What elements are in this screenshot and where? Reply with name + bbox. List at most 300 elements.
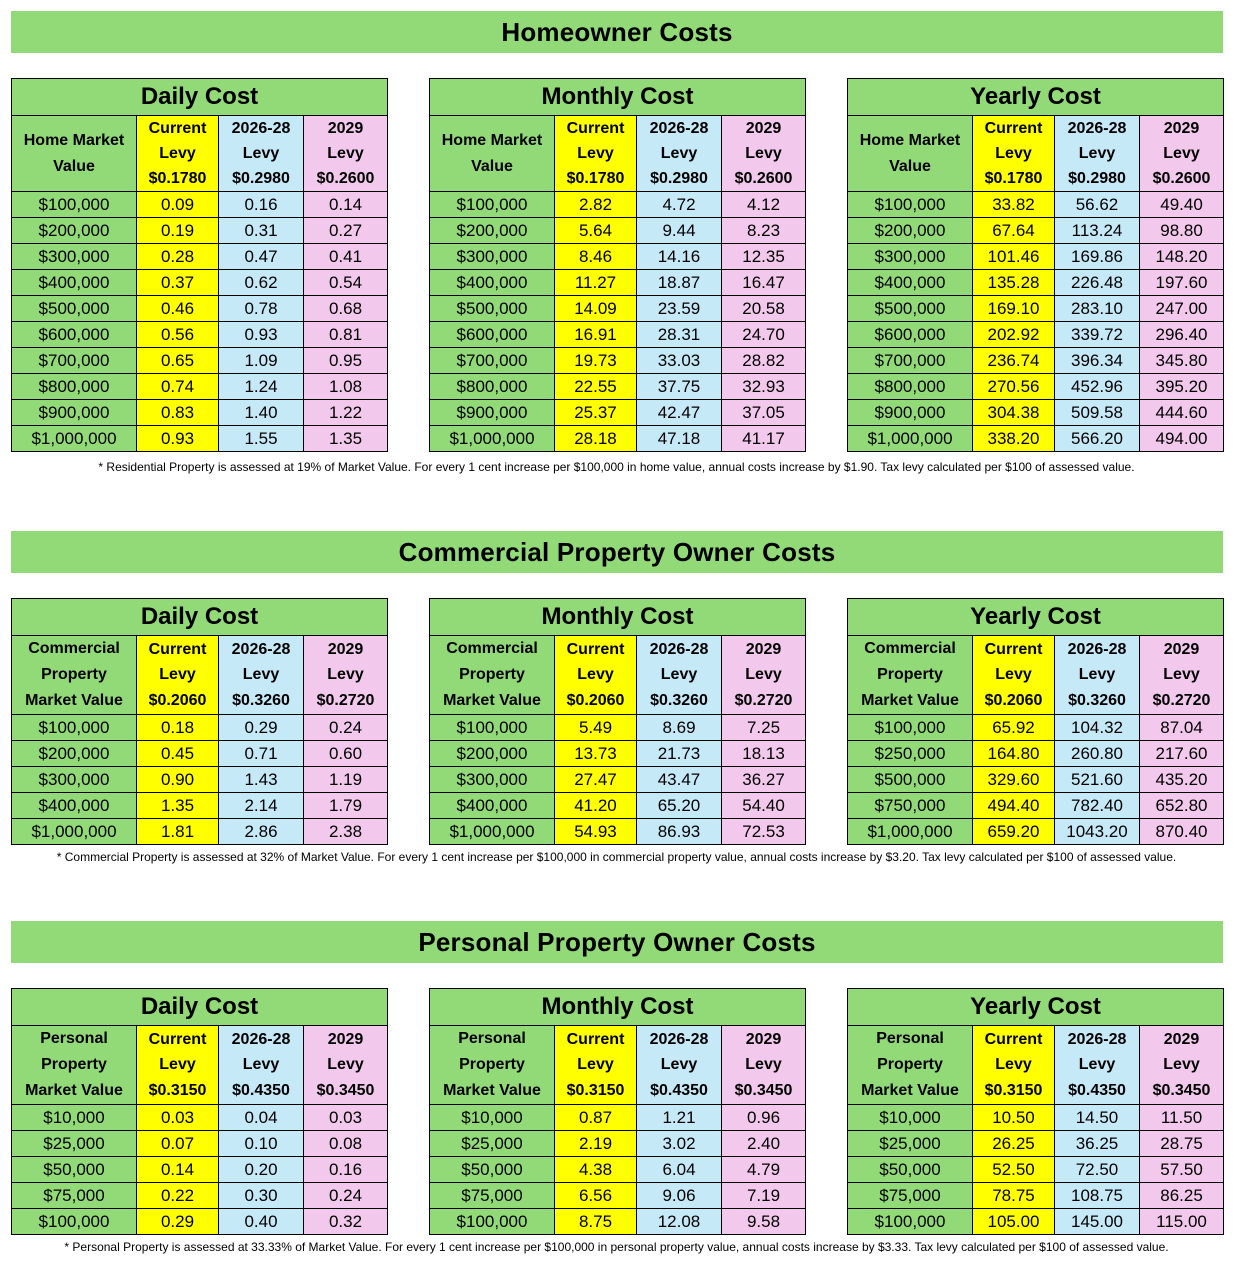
levy-2029-cell: 24.70	[722, 322, 806, 348]
levy-header: Levy	[722, 1052, 806, 1078]
levy-2026-28-cell: 72.50	[1055, 1157, 1140, 1183]
current-levy-cell: 0.03	[137, 1105, 219, 1131]
current-levy-cell: 0.87	[555, 1105, 637, 1131]
market-value-cell: $400,000	[12, 270, 137, 296]
header-line: Market Value	[25, 692, 123, 709]
levy-header: Current	[555, 636, 637, 663]
table-row	[12, 1131, 388, 1157]
cost-table	[429, 988, 805, 1235]
levy-2026-28-cell: 339.72	[1055, 322, 1140, 348]
market-value-cell: $10,000	[430, 1105, 555, 1131]
levy-2029-cell: 12.35	[722, 244, 806, 270]
levy-header: Levy	[555, 141, 637, 166]
levy-2029-cell: 0.81	[304, 322, 388, 348]
levy-header: Current	[973, 116, 1055, 142]
levy-2029-cell: 1.08	[304, 374, 388, 400]
market-value-header	[848, 1026, 973, 1105]
levy-header: $0.4350	[1055, 1078, 1140, 1105]
current-levy-cell: 0.07	[137, 1131, 219, 1157]
market-value-cell: $750,000	[848, 793, 973, 819]
current-levy-cell: 27.47	[555, 767, 637, 793]
current-levy-cell: 105.00	[973, 1209, 1055, 1235]
levy-2026-28-cell: 0.10	[219, 1131, 304, 1157]
levy-header: $0.2720	[1140, 688, 1224, 715]
levy-header: $0.3260	[1055, 688, 1140, 715]
table-row	[12, 1157, 388, 1183]
header-row	[430, 1026, 806, 1053]
levy-2026-28-cell: 33.03	[637, 348, 722, 374]
levy-2026-28-cell: 1043.20	[1055, 819, 1140, 845]
levy-2029-cell: 87.04	[1140, 715, 1224, 741]
current-levy-cell: 0.37	[137, 270, 219, 296]
caption-row	[430, 599, 806, 636]
header-line: Property	[41, 1056, 107, 1073]
levy-header: Levy	[219, 141, 304, 166]
table-row	[848, 819, 1224, 845]
levy-header: Levy	[1140, 141, 1224, 166]
levy-2026-28-cell: 108.75	[1055, 1183, 1140, 1209]
levy-header: $0.2060	[555, 688, 637, 715]
levy-2026-28-cell: 0.29	[219, 715, 304, 741]
table-row	[430, 1209, 806, 1235]
levy-header: 2029	[1140, 116, 1224, 142]
current-levy-cell: 0.22	[137, 1183, 219, 1209]
levy-header: Levy	[137, 1052, 219, 1078]
market-value-header	[12, 116, 137, 192]
levy-2029-cell: 86.25	[1140, 1183, 1224, 1209]
market-value-header	[430, 636, 555, 715]
current-levy-cell: 8.46	[555, 244, 637, 270]
current-levy-cell: 1.81	[137, 819, 219, 845]
market-value-cell: $400,000	[430, 793, 555, 819]
current-levy-cell: 54.93	[555, 819, 637, 845]
caption-row	[12, 79, 388, 116]
levy-2026-28-cell: 521.60	[1055, 767, 1140, 793]
levy-header: Current	[973, 636, 1055, 663]
table-row	[12, 218, 388, 244]
levy-2026-28-cell: 0.04	[219, 1105, 304, 1131]
levy-header: $0.2720	[304, 688, 388, 715]
levy-2026-28-cell: 9.44	[637, 218, 722, 244]
header-row	[430, 116, 806, 142]
levy-header: Levy	[304, 662, 388, 688]
current-levy-cell: 101.46	[973, 244, 1055, 270]
caption-row	[848, 599, 1224, 636]
levy-2026-28-cell: 169.86	[1055, 244, 1140, 270]
levy-2029-cell: 0.54	[304, 270, 388, 296]
levy-2026-28-cell: 12.08	[637, 1209, 722, 1235]
levy-2026-28-cell: 260.80	[1055, 741, 1140, 767]
current-levy-cell: 304.38	[973, 400, 1055, 426]
table-caption: Monthly Cost	[430, 79, 806, 116]
levy-2029-cell: 2.38	[304, 819, 388, 845]
levy-header: $0.1780	[137, 166, 219, 192]
current-levy-cell: 202.92	[973, 322, 1055, 348]
cost-table	[847, 988, 1223, 1235]
table-row	[12, 741, 388, 767]
current-levy-cell: 2.19	[555, 1131, 637, 1157]
levy-header: $0.2060	[973, 688, 1055, 715]
levy-2029-cell: 7.25	[722, 715, 806, 741]
current-levy-cell: 0.18	[137, 715, 219, 741]
market-value-cell: $200,000	[848, 218, 973, 244]
market-value-cell: $800,000	[848, 374, 973, 400]
levy-2029-cell: 1.22	[304, 400, 388, 426]
header-row	[12, 116, 388, 142]
market-value-cell: $900,000	[848, 400, 973, 426]
table-row	[12, 192, 388, 218]
cost-grid	[847, 78, 1224, 452]
levy-header: 2026-28	[1055, 636, 1140, 663]
header-line: Market Value	[443, 692, 541, 709]
table-row	[12, 715, 388, 741]
market-value-cell: $1,000,000	[12, 426, 137, 452]
table-row	[12, 793, 388, 819]
market-value-cell: $500,000	[848, 296, 973, 322]
current-levy-cell: 4.38	[555, 1157, 637, 1183]
levy-header: 2026-28	[219, 636, 304, 663]
market-value-cell: $25,000	[12, 1131, 137, 1157]
market-value-cell: $900,000	[430, 400, 555, 426]
table-row	[12, 767, 388, 793]
header-line: Property	[41, 666, 107, 683]
table-row	[848, 192, 1224, 218]
header-line: Market Value	[443, 1082, 541, 1099]
cost-grid	[847, 598, 1224, 845]
market-value-cell: $600,000	[848, 322, 973, 348]
levy-header: Current	[555, 116, 637, 142]
levy-header: $0.3450	[1140, 1078, 1224, 1105]
market-value-cell: $900,000	[12, 400, 137, 426]
table-row	[848, 400, 1224, 426]
current-levy-cell: 14.09	[555, 296, 637, 322]
levy-2029-cell: 494.00	[1140, 426, 1224, 452]
levy-2026-28-cell: 4.72	[637, 192, 722, 218]
header-line: Value	[889, 157, 931, 175]
table-row	[12, 322, 388, 348]
current-levy-cell: 67.64	[973, 218, 1055, 244]
levy-2029-cell: 7.19	[722, 1183, 806, 1209]
levy-2026-28-cell: 452.96	[1055, 374, 1140, 400]
levy-header: Levy	[722, 141, 806, 166]
levy-header: Levy	[722, 662, 806, 688]
levy-header: $0.3150	[137, 1078, 219, 1105]
levy-header: $0.3150	[973, 1078, 1055, 1105]
current-levy-cell: 16.91	[555, 322, 637, 348]
table-row	[848, 1105, 1224, 1131]
section-title: Homeowner Costs	[11, 11, 1223, 53]
levy-2029-cell: 9.58	[722, 1209, 806, 1235]
table-row	[430, 741, 806, 767]
header-row	[12, 636, 388, 663]
levy-2029-cell: 0.24	[304, 1183, 388, 1209]
market-value-cell: $300,000	[848, 244, 973, 270]
levy-header: Levy	[219, 1052, 304, 1078]
table-caption: Monthly Cost	[430, 989, 806, 1026]
levy-2026-28-cell: 28.31	[637, 322, 722, 348]
market-value-cell: $10,000	[848, 1105, 973, 1131]
header-line: Property	[459, 1056, 525, 1073]
current-levy-cell: 169.10	[973, 296, 1055, 322]
header-line: Market Value	[25, 1082, 123, 1099]
levy-2026-28-cell: 0.40	[219, 1209, 304, 1235]
market-value-cell: $500,000	[848, 767, 973, 793]
current-levy-cell: 41.20	[555, 793, 637, 819]
levy-2026-28-cell: 0.71	[219, 741, 304, 767]
levy-header: $0.1780	[555, 166, 637, 192]
levy-2029-cell: 0.27	[304, 218, 388, 244]
market-value-cell: $250,000	[848, 741, 973, 767]
header-line: Property	[459, 666, 525, 683]
market-value-cell: $1,000,000	[430, 426, 555, 452]
market-value-cell: $1,000,000	[848, 819, 973, 845]
levy-2026-28-cell: 0.16	[219, 192, 304, 218]
market-value-cell: $75,000	[430, 1183, 555, 1209]
levy-2029-cell: 57.50	[1140, 1157, 1224, 1183]
market-value-cell: $300,000	[12, 767, 137, 793]
levy-2026-28-cell: 1.40	[219, 400, 304, 426]
current-levy-cell: 0.83	[137, 400, 219, 426]
header-line: Value	[471, 157, 513, 175]
levy-header: $0.1780	[973, 166, 1055, 192]
table-row	[12, 400, 388, 426]
levy-header: $0.3260	[219, 688, 304, 715]
header-line: Home Market	[859, 131, 961, 149]
cost-grid	[847, 988, 1224, 1235]
levy-header: Levy	[637, 141, 722, 166]
levy-header: 2026-28	[637, 116, 722, 142]
levy-2029-cell: 41.17	[722, 426, 806, 452]
levy-2029-cell: 0.68	[304, 296, 388, 322]
current-levy-cell: 19.73	[555, 348, 637, 374]
levy-2026-28-cell: 1.43	[219, 767, 304, 793]
market-value-cell: $75,000	[848, 1183, 973, 1209]
table-row	[848, 426, 1224, 452]
levy-2026-28-cell: 65.20	[637, 793, 722, 819]
footnote: * Residential Property is assessed at 19% of Market Value. For every 1 cent increase per $100,000 in home value, annual costs increase by $1.90. Tax levy calculated per $100 of assessed value.	[98, 460, 1135, 474]
levy-2029-cell: 870.40	[1140, 819, 1224, 845]
levy-header: Levy	[637, 1052, 722, 1078]
levy-2029-cell: 0.41	[304, 244, 388, 270]
levy-2029-cell: 20.58	[722, 296, 806, 322]
levy-header: Levy	[137, 662, 219, 688]
current-levy-cell: 26.25	[973, 1131, 1055, 1157]
table-row	[430, 322, 806, 348]
levy-header: 2026-28	[637, 636, 722, 663]
levy-header: Levy	[1055, 141, 1140, 166]
table-row	[12, 1105, 388, 1131]
levy-2026-28-cell: 1.21	[637, 1105, 722, 1131]
cost-grid	[429, 988, 806, 1235]
current-levy-cell: 2.82	[555, 192, 637, 218]
levy-2029-cell: 54.40	[722, 793, 806, 819]
market-value-cell: $500,000	[430, 296, 555, 322]
levy-2029-cell: 0.32	[304, 1209, 388, 1235]
levy-header: Levy	[304, 1052, 388, 1078]
levy-2029-cell: 197.60	[1140, 270, 1224, 296]
market-value-cell: $10,000	[12, 1105, 137, 1131]
levy-header: Levy	[219, 662, 304, 688]
market-value-cell: $100,000	[12, 715, 137, 741]
caption-row	[12, 989, 388, 1026]
levy-2026-28-cell: 3.02	[637, 1131, 722, 1157]
levy-header: Levy	[137, 141, 219, 166]
market-value-cell: $50,000	[848, 1157, 973, 1183]
levy-2029-cell: 0.16	[304, 1157, 388, 1183]
levy-2026-28-cell: 566.20	[1055, 426, 1140, 452]
levy-2029-cell: 0.60	[304, 741, 388, 767]
header-row	[848, 636, 1224, 663]
table-row	[12, 348, 388, 374]
levy-2026-28-cell: 8.69	[637, 715, 722, 741]
current-levy-cell: 659.20	[973, 819, 1055, 845]
table-row	[430, 374, 806, 400]
market-value-cell: $100,000	[848, 1209, 973, 1235]
levy-header: $0.2600	[304, 166, 388, 192]
header-line: Personal	[876, 1030, 944, 1047]
levy-2026-28-cell: 0.20	[219, 1157, 304, 1183]
cost-table	[429, 598, 805, 845]
current-levy-cell: 11.27	[555, 270, 637, 296]
market-value-cell: $600,000	[430, 322, 555, 348]
market-value-cell: $1,000,000	[848, 426, 973, 452]
current-levy-cell: 0.46	[137, 296, 219, 322]
table-row	[848, 270, 1224, 296]
header-line: Home Market	[441, 131, 543, 149]
market-value-header	[430, 1026, 555, 1105]
levy-header: $0.2980	[219, 166, 304, 192]
market-value-cell: $75,000	[12, 1183, 137, 1209]
market-value-cell: $100,000	[12, 1209, 137, 1235]
table-caption: Daily Cost	[12, 599, 388, 636]
table-row	[848, 244, 1224, 270]
levy-2029-cell: 16.47	[722, 270, 806, 296]
levy-header: Current	[137, 116, 219, 142]
levy-header: Levy	[973, 1052, 1055, 1078]
levy-header: $0.2600	[722, 166, 806, 192]
levy-header: 2029	[304, 636, 388, 663]
levy-header: Levy	[555, 662, 637, 688]
levy-2026-28-cell: 14.16	[637, 244, 722, 270]
market-value-cell: $500,000	[12, 296, 137, 322]
levy-2026-28-cell: 782.40	[1055, 793, 1140, 819]
market-value-cell: $400,000	[12, 793, 137, 819]
header-line: Property	[877, 1056, 943, 1073]
market-value-cell: $100,000	[430, 715, 555, 741]
levy-2026-28-cell: 0.47	[219, 244, 304, 270]
levy-2026-28-cell: 42.47	[637, 400, 722, 426]
market-value-cell: $300,000	[12, 244, 137, 270]
levy-2026-28-cell: 43.47	[637, 767, 722, 793]
current-levy-cell: 8.75	[555, 1209, 637, 1235]
cost-grid	[11, 78, 388, 452]
levy-2029-cell: 1.35	[304, 426, 388, 452]
levy-2026-28-cell: 0.93	[219, 322, 304, 348]
cost-table	[11, 78, 387, 452]
market-value-cell: $300,000	[430, 244, 555, 270]
table-row	[848, 348, 1224, 374]
table-row	[12, 296, 388, 322]
current-levy-cell: 494.40	[973, 793, 1055, 819]
market-value-cell: $700,000	[430, 348, 555, 374]
current-levy-cell: 10.50	[973, 1105, 1055, 1131]
current-levy-cell: 13.73	[555, 741, 637, 767]
levy-2026-28-cell: 1.55	[219, 426, 304, 452]
table-row	[430, 192, 806, 218]
cost-table	[847, 598, 1223, 845]
current-levy-cell: 0.93	[137, 426, 219, 452]
table-row	[848, 767, 1224, 793]
market-value-cell: $200,000	[12, 741, 137, 767]
levy-2029-cell: 4.12	[722, 192, 806, 218]
levy-2029-cell: 37.05	[722, 400, 806, 426]
levy-2026-28-cell: 14.50	[1055, 1105, 1140, 1131]
current-levy-cell: 0.65	[137, 348, 219, 374]
levy-2026-28-cell: 2.14	[219, 793, 304, 819]
table-row	[430, 1157, 806, 1183]
levy-2026-28-cell: 0.31	[219, 218, 304, 244]
levy-header: Current	[555, 1026, 637, 1053]
table-row	[848, 1157, 1224, 1183]
current-levy-cell: 0.45	[137, 741, 219, 767]
table-row	[430, 244, 806, 270]
levy-header: 2029	[1140, 1026, 1224, 1053]
table-row	[848, 715, 1224, 741]
table-caption: Yearly Cost	[848, 79, 1224, 116]
levy-2026-28-cell: 6.04	[637, 1157, 722, 1183]
current-levy-cell: 6.56	[555, 1183, 637, 1209]
header-line: Commercial	[446, 640, 538, 657]
levy-2029-cell: 28.75	[1140, 1131, 1224, 1157]
levy-header: $0.4350	[219, 1078, 304, 1105]
levy-header: 2029	[722, 1026, 806, 1053]
header-row	[430, 636, 806, 663]
market-value-cell: $700,000	[12, 348, 137, 374]
market-value-header	[848, 636, 973, 715]
current-levy-cell: 78.75	[973, 1183, 1055, 1209]
market-value-cell: $25,000	[848, 1131, 973, 1157]
levy-2029-cell: 0.03	[304, 1105, 388, 1131]
levy-header: $0.3450	[304, 1078, 388, 1105]
header-line: Commercial	[28, 640, 120, 657]
levy-2029-cell: 0.14	[304, 192, 388, 218]
levy-header: Levy	[1140, 662, 1224, 688]
market-value-cell: $25,000	[430, 1131, 555, 1157]
table-row	[430, 270, 806, 296]
levy-header: 2029	[304, 116, 388, 142]
current-levy-cell: 1.35	[137, 793, 219, 819]
table-row	[12, 244, 388, 270]
table-caption: Yearly Cost	[848, 599, 1224, 636]
levy-2026-28-cell: 1.09	[219, 348, 304, 374]
levy-header: Levy	[1140, 1052, 1224, 1078]
levy-2029-cell: 18.13	[722, 741, 806, 767]
current-levy-cell: 0.09	[137, 192, 219, 218]
table-caption: Monthly Cost	[430, 599, 806, 636]
header-line: Personal	[40, 1030, 108, 1047]
levy-header: 2029	[304, 1026, 388, 1053]
levy-2029-cell: 32.93	[722, 374, 806, 400]
levy-header: 2026-28	[219, 1026, 304, 1053]
table-row	[430, 296, 806, 322]
levy-2029-cell: 4.79	[722, 1157, 806, 1183]
current-levy-cell: 52.50	[973, 1157, 1055, 1183]
header-row	[848, 1026, 1224, 1053]
caption-row	[848, 79, 1224, 116]
levy-2026-28-cell: 36.25	[1055, 1131, 1140, 1157]
current-levy-cell: 270.56	[973, 374, 1055, 400]
market-value-cell: $800,000	[12, 374, 137, 400]
